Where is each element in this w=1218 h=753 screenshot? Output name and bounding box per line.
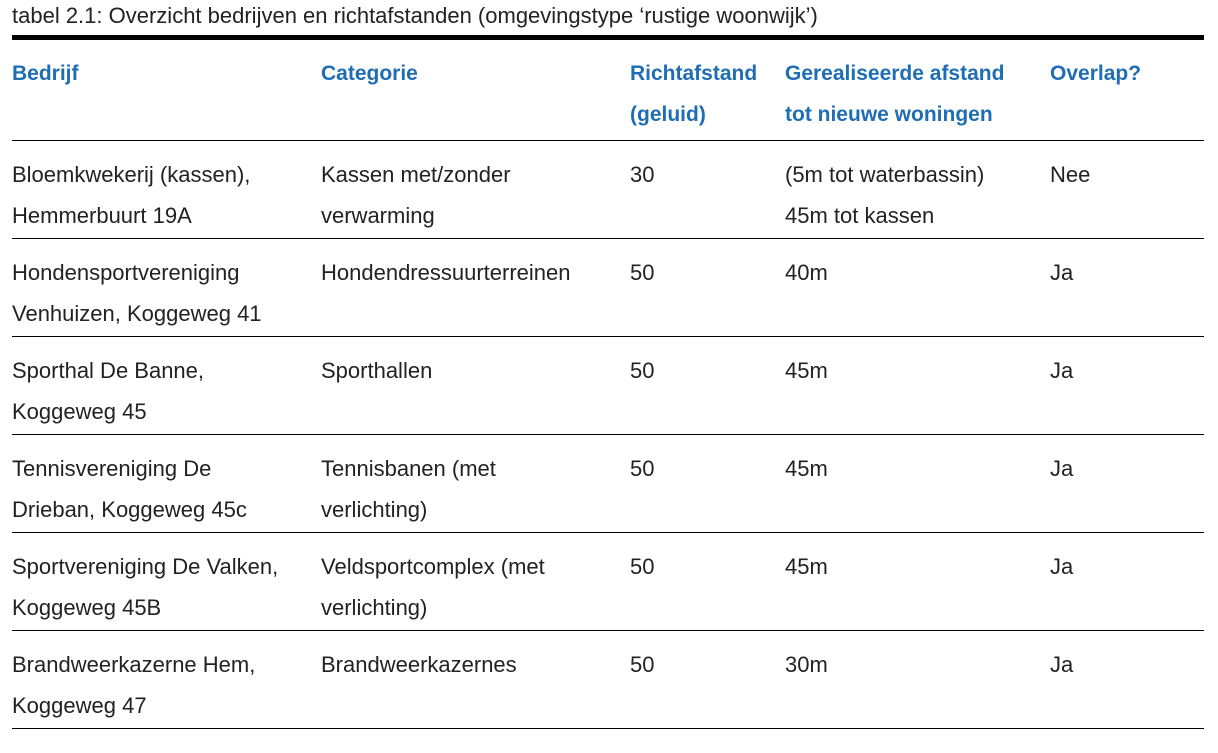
cell-bedrijf: Hondensportvereniging Venhuizen, Koggeweg 41 (12, 239, 321, 337)
table-row (12, 631, 1204, 729)
cell-afstand: 45m (785, 533, 1050, 631)
cell-categorie: Kassen met/zonder verwarming (321, 141, 630, 239)
table-caption: tabel 2.1: Overzicht bedrijven en richtafstanden (omgevingstype ‘rustige woonwijk’) (12, 3, 818, 28)
table-row (12, 239, 1204, 337)
cell-bedrijf: Bloemkwekerij (kassen), Hemmerbuurt 19A (12, 141, 321, 239)
cell-categorie: Veldsportcomplex (met verlichting) (321, 533, 630, 631)
cell-afstand: (5m tot waterbassin) 45m tot kassen (785, 141, 1050, 239)
cell-richtafstand: 50 (630, 631, 785, 729)
header-richtafstand: Richtafstand (geluid) (630, 40, 785, 141)
table-row (12, 533, 1204, 631)
table-row (12, 337, 1204, 435)
header-overlap: Overlap? (1050, 40, 1204, 141)
cell-categorie: Brandweerkazernes (321, 631, 630, 729)
cell-categorie: Sporthallen (321, 337, 630, 435)
cell-overlap: Ja (1050, 631, 1204, 729)
table-row (12, 435, 1204, 533)
companies-distance-table (12, 40, 1204, 729)
cell-afstand: 45m (785, 337, 1050, 435)
cell-afstand: 30m (785, 631, 1050, 729)
cell-richtafstand: 50 (630, 533, 785, 631)
cell-bedrijf: Sportvereniging De Valken, Koggeweg 45B (12, 533, 321, 631)
cell-richtafstand: 50 (630, 337, 785, 435)
table-header-row (12, 40, 1204, 141)
cell-overlap: Ja (1050, 337, 1204, 435)
cell-bedrijf: Sporthal De Banne, Koggeweg 45 (12, 337, 321, 435)
cell-richtafstand: 50 (630, 435, 785, 533)
cell-afstand: 40m (785, 239, 1050, 337)
cell-richtafstand: 30 (630, 141, 785, 239)
table-row (12, 141, 1204, 239)
cell-afstand: 45m (785, 435, 1050, 533)
cell-overlap: Nee (1050, 141, 1204, 239)
cell-richtafstand: 50 (630, 239, 785, 337)
cell-bedrijf: Tennisvereniging De Drieban, Koggeweg 45c (12, 435, 321, 533)
header-gerealiseerde-afstand: Gerealiseerde afstand tot nieuwe woningen (785, 40, 1050, 141)
header-categorie: Categorie (321, 40, 630, 141)
header-bedrijf: Bedrijf (12, 40, 321, 141)
cell-overlap: Ja (1050, 435, 1204, 533)
cell-bedrijf: Brandweerkazerne Hem, Koggeweg 47 (12, 631, 321, 729)
cell-categorie: Tennisbanen (met verlichting) (321, 435, 630, 533)
cell-overlap: Ja (1050, 533, 1204, 631)
cell-overlap: Ja (1050, 239, 1204, 337)
cell-categorie: Hondendressuurterreinen (321, 239, 630, 337)
